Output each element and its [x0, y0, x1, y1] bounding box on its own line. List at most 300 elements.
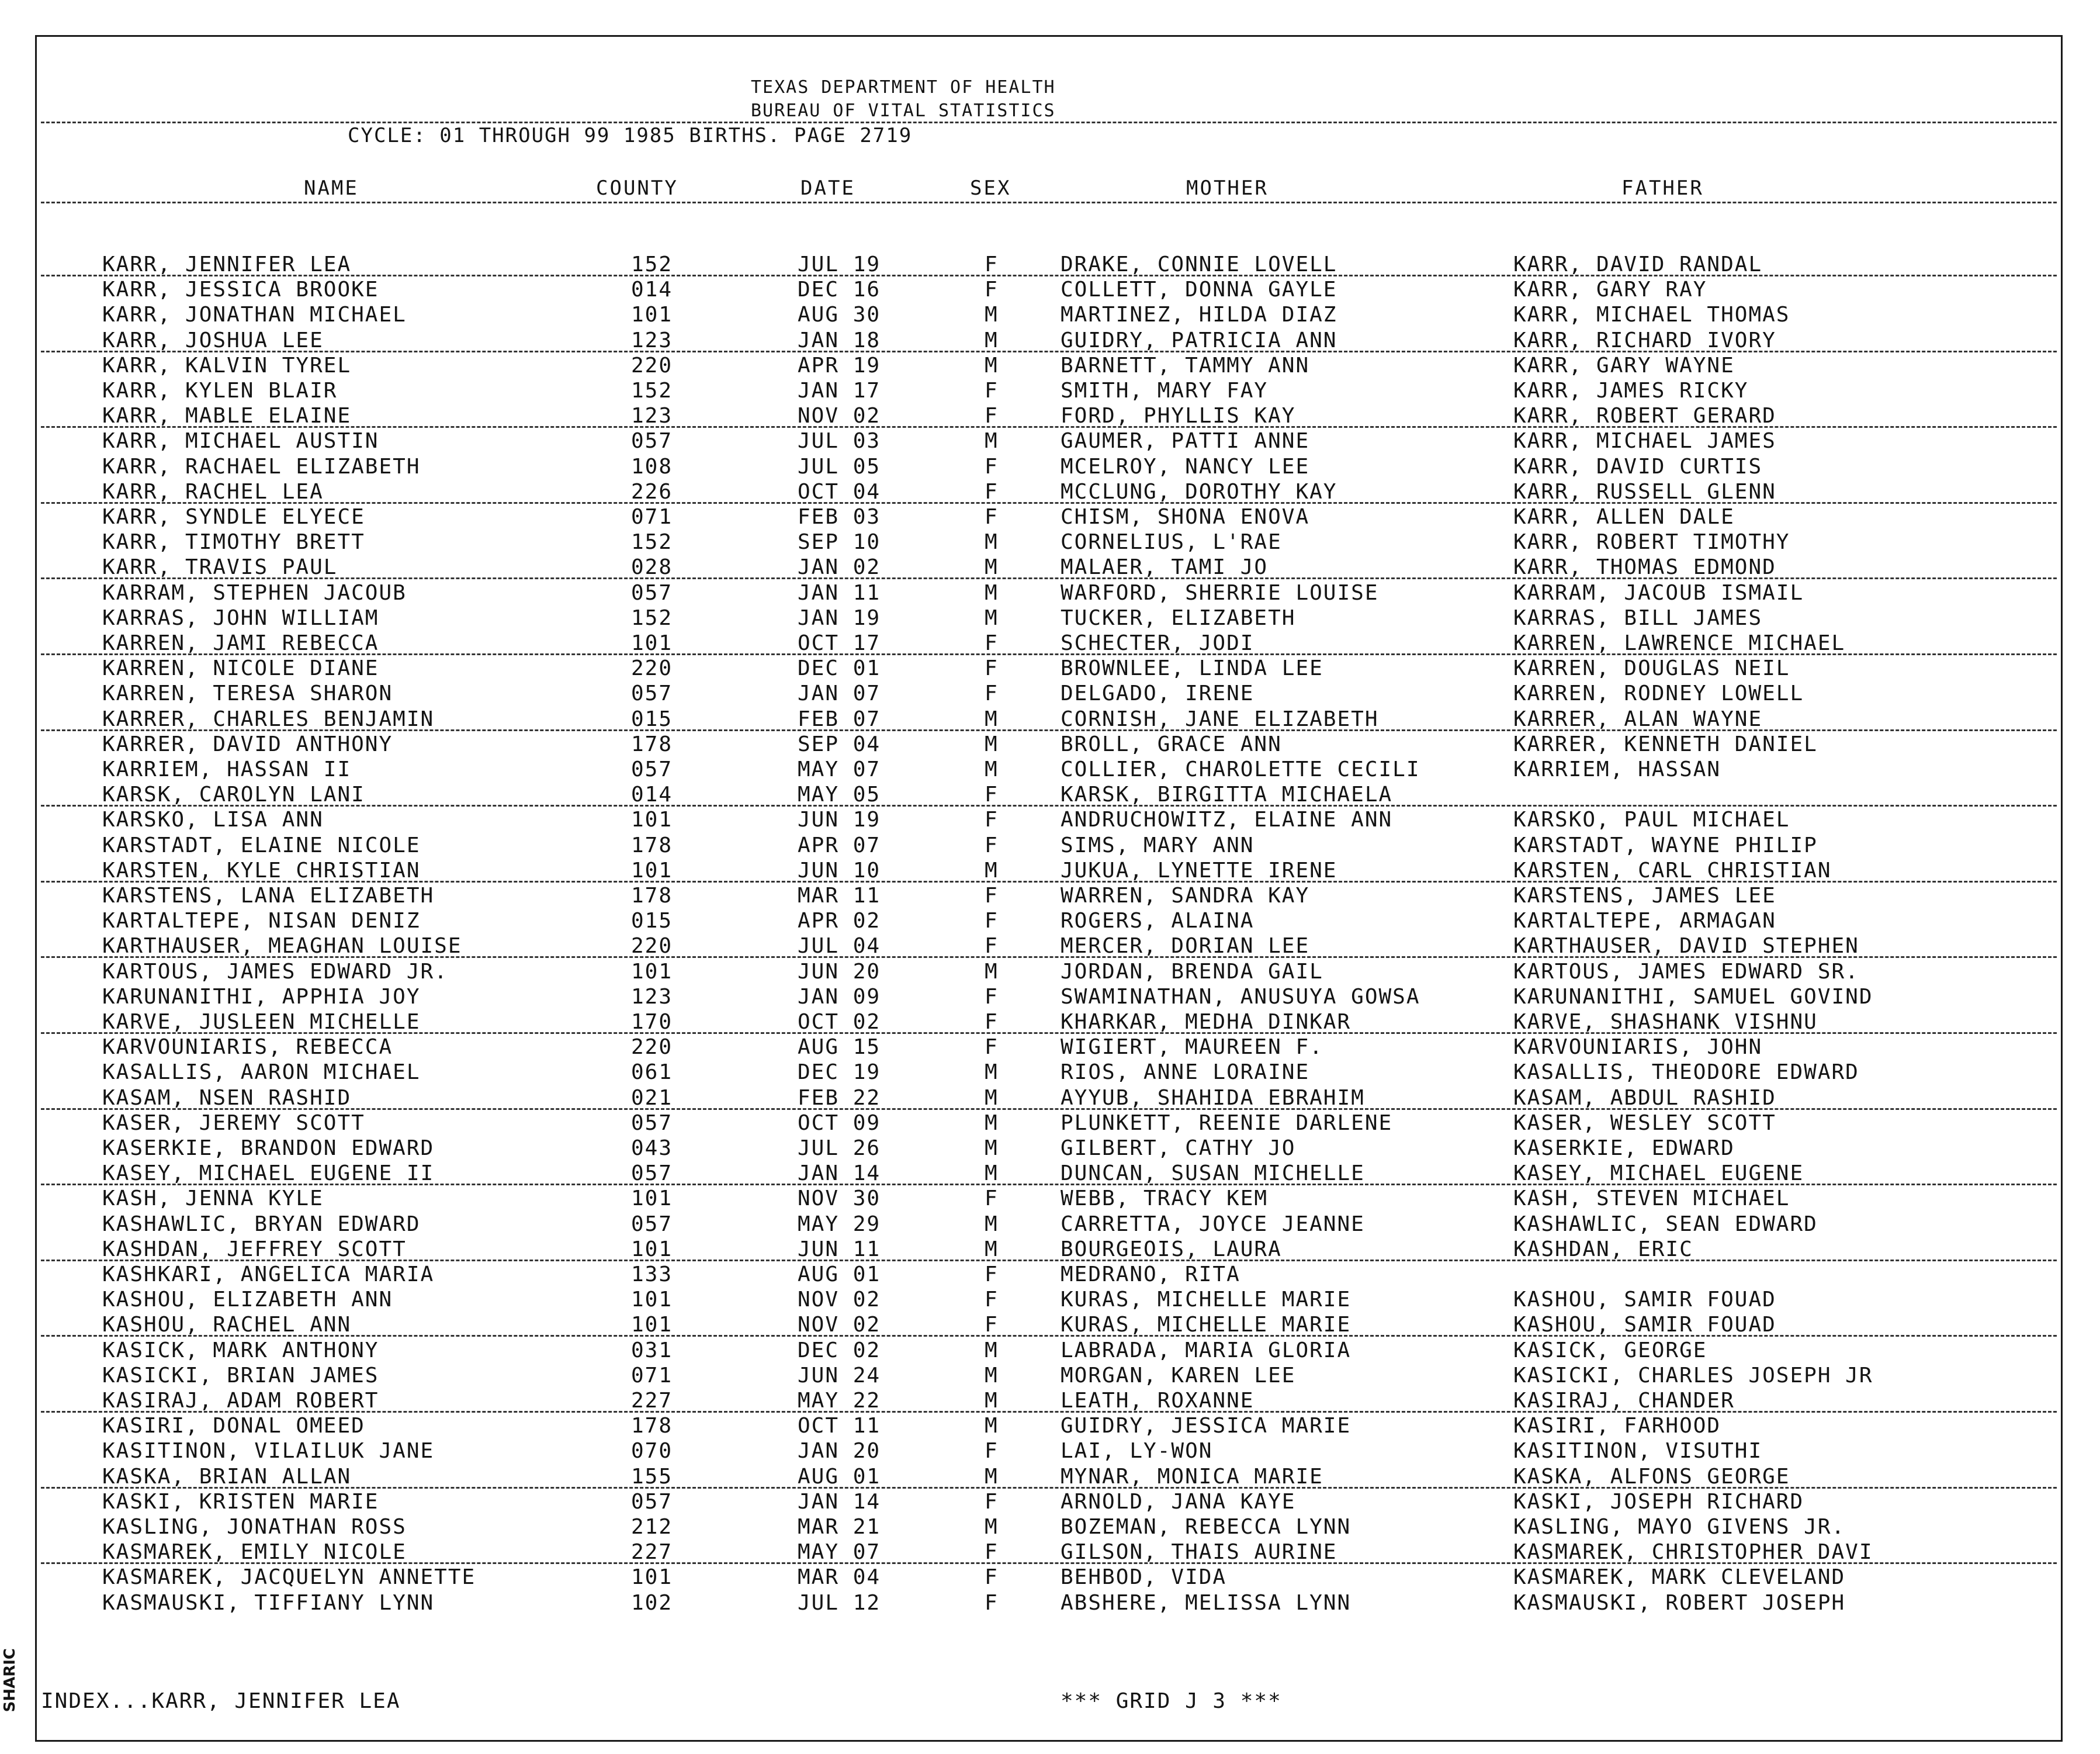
record-date: APR 19 [798, 353, 881, 378]
record-row [0, 581, 2100, 606]
record-date: JAN 09 [798, 984, 881, 1009]
record-mother: MCCLUNG, DOROTHY KAY [1061, 479, 1337, 504]
record-sex: F [985, 833, 999, 857]
record-row [0, 1364, 2100, 1388]
record-row [0, 606, 2100, 631]
record-sex: F [985, 909, 999, 933]
record-mother: KARSK, BIRGITTA MICHAELA [1061, 783, 1393, 807]
record-row [0, 252, 2100, 277]
record-county: 057 [631, 429, 673, 454]
record-row [0, 1010, 2100, 1035]
record-name: KASMAREK, EMILY NICOLE [102, 1540, 407, 1565]
record-name: KASH, JENNA KYLE [102, 1186, 324, 1211]
record-name: KARR, JOSHUA LEE [102, 328, 324, 352]
record-sex: F [985, 1313, 999, 1337]
record-mother: MCELROY, NANCY LEE [1061, 454, 1310, 479]
record-mother: ARNOLD, JANA KAYE [1061, 1489, 1296, 1514]
record-county: 108 [631, 454, 673, 479]
record-county: 057 [631, 1110, 673, 1135]
record-mother: MALAER, TAMI JO [1061, 555, 1269, 580]
record-row [0, 656, 2100, 681]
record-sex: M [985, 757, 999, 781]
record-row [0, 859, 2100, 883]
record-father: KARSTADT, WAYNE PHILIP [1513, 833, 1818, 857]
record-mother: COLLIER, CHAROLETTE CECILI [1061, 757, 1420, 781]
record-date: OCT 17 [798, 631, 881, 655]
record-father: KASHDAN, ERIC [1513, 1237, 1693, 1261]
record-row [0, 757, 2100, 782]
record-father: KARTALTEPE, ARMAGAN [1513, 909, 1776, 933]
record-name: KASERKIE, BRANDON EDWARD [102, 1136, 435, 1160]
record-date: FEB 07 [798, 707, 881, 731]
agency-title: TEXAS DEPARTMENT OF HEALTH [751, 77, 1056, 98]
record-mother: BOZEMAN, REBECCA LYNN [1061, 1515, 1352, 1539]
record-name: KASICK, MARK ANTHONY [102, 1338, 379, 1362]
record-name: KASHOU, RACHEL ANN [102, 1313, 352, 1337]
record-sex: M [985, 732, 999, 756]
record-county: 101 [631, 1186, 673, 1211]
record-sex: F [985, 1262, 999, 1286]
record-father: KASICKI, CHARLES JOSEPH JR [1513, 1363, 1873, 1388]
record-county: 057 [631, 757, 673, 781]
record-county: 226 [631, 479, 673, 504]
record-sex: M [985, 1237, 999, 1261]
record-father: KASER, WESLEY SCOTT [1513, 1110, 1776, 1135]
record-sex: M [985, 328, 999, 352]
record-county: 071 [631, 505, 673, 529]
record-sex: F [985, 505, 999, 529]
record-name: KASER, JEREMY SCOTT [102, 1110, 365, 1135]
group-divider [41, 1184, 2057, 1185]
record-date: DEC 16 [798, 278, 881, 302]
record-mother: CORNISH, JANE ELIZABETH [1061, 707, 1379, 731]
record-county: 061 [631, 1060, 673, 1085]
record-county: 178 [631, 884, 673, 908]
record-county: 071 [631, 1363, 673, 1388]
record-sex: F [985, 454, 999, 479]
record-county: 155 [631, 1464, 673, 1489]
record-name: KARUNANITHI, APPHIA JOY [102, 984, 421, 1009]
record-father: KARREN, DOUGLAS NEIL [1513, 656, 1790, 681]
record-county: 212 [631, 1515, 673, 1539]
record-date: OCT 11 [798, 1414, 881, 1438]
record-father: KARR, DAVID RANDAL [1513, 252, 1763, 276]
record-name: KASALLIS, AARON MICHAEL [102, 1060, 421, 1085]
record-row [0, 1086, 2100, 1110]
record-date: SEP 10 [798, 530, 881, 555]
record-name: KARRAM, STEPHEN JACOUB [102, 580, 407, 605]
record-father: KASIRI, FARHOOD [1513, 1414, 1721, 1438]
record-row [0, 278, 2100, 302]
record-father: KARVOUNIARIS, JOHN [1513, 1035, 1763, 1060]
record-county: 178 [631, 833, 673, 857]
record-mother: SIMS, MARY ANN [1061, 833, 1255, 857]
record-name: KARVE, JUSLEEN MICHELLE [102, 1010, 421, 1034]
record-date: JUL 03 [798, 429, 881, 454]
record-name: KARSK, CAROLYN LANI [102, 783, 365, 807]
record-name: KARR, JENNIFER LEA [102, 252, 352, 276]
record-father: KARRER, ALAN WAYNE [1513, 707, 1763, 731]
group-divider [41, 1487, 2057, 1489]
record-father: KARTOUS, JAMES EDWARD SR. [1513, 959, 1859, 984]
record-county: 220 [631, 353, 673, 378]
record-date: DEC 02 [798, 1338, 881, 1362]
record-mother: RIOS, ANNE LORAINE [1061, 1060, 1310, 1085]
record-date: MAR 21 [798, 1515, 881, 1539]
header-divider [41, 122, 2057, 123]
record-county: 152 [631, 530, 673, 555]
record-father: KASICK, GEORGE [1513, 1338, 1707, 1362]
record-date: AUG 30 [798, 303, 881, 327]
record-sex: M [985, 1136, 999, 1160]
record-row [0, 1515, 2100, 1539]
record-sex: M [985, 1085, 999, 1110]
record-sex: F [985, 1035, 999, 1060]
group-divider [41, 729, 2057, 731]
record-name: KARSTENS, LANA ELIZABETH [102, 884, 435, 908]
bureau-title: BUREAU OF VITAL STATISTICS [751, 101, 1056, 121]
record-row [0, 1414, 2100, 1438]
record-row [0, 707, 2100, 732]
group-divider [41, 351, 2057, 352]
record-name: KARR, KALVIN TYREL [102, 353, 352, 378]
record-father: KARRER, KENNETH DANIEL [1513, 732, 1818, 756]
record-sex: F [985, 1439, 999, 1464]
record-row [0, 1490, 2100, 1514]
group-divider [41, 881, 2057, 883]
record-date: JAN 19 [798, 606, 881, 630]
record-mother: AYYUB, SHAHIDA EBRAHIM [1061, 1085, 1365, 1110]
record-row [0, 379, 2100, 403]
record-father: KASKA, ALFONS GEORGE [1513, 1464, 1790, 1489]
record-date: MAR 04 [798, 1565, 881, 1590]
sharic-stamp: SHARIC [1, 1648, 19, 1713]
record-date: JUL 04 [798, 934, 881, 959]
record-mother: SWAMINATHAN, ANUSUYA GOWSA [1061, 984, 1420, 1009]
record-sex: F [985, 1590, 999, 1615]
record-father: KASAM, ABDUL RASHID [1513, 1085, 1776, 1110]
group-divider [41, 956, 2057, 958]
record-date: DEC 19 [798, 1060, 881, 1085]
record-mother: PLUNKETT, REENIE DARLENE [1061, 1110, 1393, 1135]
record-date: OCT 09 [798, 1110, 881, 1135]
record-father: KARR, JAMES RICKY [1513, 379, 1749, 403]
record-row [0, 681, 2100, 706]
record-county: 220 [631, 934, 673, 959]
record-date: NOV 02 [798, 1288, 881, 1312]
record-row [0, 1338, 2100, 1363]
record-sex: F [985, 1288, 999, 1312]
record-date: JAN 14 [798, 1489, 881, 1514]
record-mother: BROLL, GRACE ANN [1061, 732, 1282, 756]
record-mother: GUIDRY, JESSICA MARIE [1061, 1414, 1352, 1438]
record-county: 220 [631, 656, 673, 681]
record-mother: ABSHERE, MELISSA LYNN [1061, 1590, 1352, 1615]
record-date: NOV 02 [798, 404, 881, 428]
index-line: INDEX...KARR, JENNIFER LEA [41, 1689, 401, 1713]
record-mother: WARREN, SANDRA KAY [1061, 884, 1310, 908]
record-sex: M [985, 1212, 999, 1236]
record-sex: F [985, 404, 999, 428]
record-row [0, 429, 2100, 454]
record-row [0, 1111, 2100, 1136]
record-county: 015 [631, 909, 673, 933]
record-sex: M [985, 1060, 999, 1085]
record-father: KASEY, MICHAEL EUGENE [1513, 1161, 1804, 1186]
record-name: KASEY, MICHAEL EUGENE II [102, 1161, 435, 1186]
record-mother: BROWNLEE, LINDA LEE [1061, 656, 1323, 681]
record-county: 101 [631, 1313, 673, 1337]
record-father: KARSKO, PAUL MICHAEL [1513, 808, 1790, 832]
record-sex: M [985, 303, 999, 327]
record-mother: TUCKER, ELIZABETH [1061, 606, 1296, 630]
record-sex: M [985, 707, 999, 731]
record-sex: F [985, 934, 999, 959]
record-county: 170 [631, 1010, 673, 1034]
record-county: 031 [631, 1338, 673, 1362]
record-county: 178 [631, 732, 673, 756]
record-father: KASMAREK, CHRISTOPHER DAVI [1513, 1540, 1873, 1565]
record-row [0, 884, 2100, 908]
record-row [0, 1136, 2100, 1161]
record-row [0, 328, 2100, 353]
record-father: KASIRAJ, CHANDER [1513, 1389, 1735, 1413]
record-sex: M [985, 1515, 999, 1539]
record-row [0, 1186, 2100, 1211]
record-father: KASMAREK, MARK CLEVELAND [1513, 1565, 1846, 1590]
record-sex: F [985, 278, 999, 302]
record-mother: JORDAN, BRENDA GAIL [1061, 959, 1323, 984]
record-date: OCT 02 [798, 1010, 881, 1034]
record-row [0, 909, 2100, 933]
record-row [0, 1212, 2100, 1237]
record-date: AUG 15 [798, 1035, 881, 1060]
record-mother: LAI, LY-WON [1061, 1439, 1213, 1464]
col-header-date: DATE [801, 177, 855, 200]
record-row [0, 1591, 2100, 1615]
record-county: 014 [631, 278, 673, 302]
record-name: KARR, MABLE ELAINE [102, 404, 352, 428]
record-sex: M [985, 429, 999, 454]
record-father: KARR, ROBERT TIMOTHY [1513, 530, 1790, 555]
record-row [0, 505, 2100, 530]
record-date: JAN 11 [798, 580, 881, 605]
record-county: 101 [631, 808, 673, 832]
record-name: KASHAWLIC, BRYAN EDWARD [102, 1212, 421, 1236]
record-county: 101 [631, 1565, 673, 1590]
record-county: 101 [631, 858, 673, 883]
col-header-mother: MOTHER [1186, 177, 1269, 200]
record-date: MAY 22 [798, 1389, 881, 1413]
column-header-divider [41, 202, 2057, 203]
record-mother: DUNCAN, SUSAN MICHELLE [1061, 1161, 1365, 1186]
group-divider [41, 275, 2057, 276]
record-father: KASH, STEVEN MICHAEL [1513, 1186, 1790, 1211]
record-date: NOV 30 [798, 1186, 881, 1211]
record-name: KASKI, KRISTEN MARIE [102, 1489, 379, 1514]
record-county: 028 [631, 555, 673, 580]
record-county: 057 [631, 681, 673, 706]
record-row [0, 455, 2100, 479]
record-date: MAY 29 [798, 1212, 881, 1236]
record-mother: KURAS, MICHELLE MARIE [1061, 1313, 1352, 1337]
record-father: KASALLIS, THEODORE EDWARD [1513, 1060, 1859, 1085]
record-father: KARR, DAVID CURTIS [1513, 454, 1763, 479]
record-father: KASHOU, SAMIR FOUAD [1513, 1313, 1776, 1337]
record-sex: F [985, 631, 999, 655]
record-sex: F [985, 252, 999, 276]
record-name: KARREN, JAMI REBECCA [102, 631, 379, 655]
record-name: KASKA, BRIAN ALLAN [102, 1464, 352, 1489]
record-sex: M [985, 606, 999, 630]
record-row [0, 1439, 2100, 1464]
record-father: KASLING, MAYO GIVENS JR. [1513, 1515, 1846, 1539]
record-sex: M [985, 959, 999, 984]
record-mother: SMITH, MARY FAY [1061, 379, 1269, 403]
group-divider [41, 1260, 2057, 1261]
record-name: KARVOUNIARIS, REBECCA [102, 1035, 393, 1060]
record-sex: M [985, 858, 999, 883]
record-row [0, 480, 2100, 504]
record-county: 057 [631, 580, 673, 605]
record-date: JUL 26 [798, 1136, 881, 1160]
record-name: KARRAS, JOHN WILLIAM [102, 606, 379, 630]
record-date: JAN 18 [798, 328, 881, 352]
group-divider [41, 1032, 2057, 1034]
record-date: JAN 17 [798, 379, 881, 403]
record-county: 101 [631, 631, 673, 655]
col-header-sex: SEX [970, 177, 1011, 200]
record-sex: M [985, 1363, 999, 1388]
record-father: KARVE, SHASHANK VISHNU [1513, 1010, 1818, 1034]
record-row [0, 1389, 2100, 1413]
record-father: KASKI, JOSEPH RICHARD [1513, 1489, 1804, 1514]
record-date: NOV 02 [798, 1313, 881, 1337]
record-county: 220 [631, 1035, 673, 1060]
record-name: KARR, RACHAEL ELIZABETH [102, 454, 421, 479]
record-county: 227 [631, 1540, 673, 1565]
record-mother: BOURGEOIS, LAURA [1061, 1237, 1282, 1261]
record-row [0, 1035, 2100, 1060]
record-date: MAR 11 [798, 884, 881, 908]
record-mother: MARTINEZ, HILDA DIAZ [1061, 303, 1337, 327]
group-divider [41, 577, 2057, 579]
record-sex: M [985, 1389, 999, 1413]
record-father: KARSTENS, JAMES LEE [1513, 884, 1776, 908]
record-date: JAN 14 [798, 1161, 881, 1186]
record-father: KARSTEN, CARL CHRISTIAN [1513, 858, 1832, 883]
record-date: JUN 19 [798, 808, 881, 832]
record-county: 070 [631, 1439, 673, 1464]
record-name: KASAM, NSEN RASHID [102, 1085, 352, 1110]
record-father: KARR, GARY WAYNE [1513, 353, 1735, 378]
record-sex: F [985, 984, 999, 1009]
group-divider [41, 1108, 2057, 1110]
record-mother: MEDRANO, RITA [1061, 1262, 1240, 1286]
record-county: 102 [631, 1590, 673, 1615]
record-father: KASHAWLIC, SEAN EDWARD [1513, 1212, 1818, 1236]
record-sex: M [985, 580, 999, 605]
record-mother: GILBERT, CATHY JO [1061, 1136, 1296, 1160]
record-date: JUN 11 [798, 1237, 881, 1261]
record-name: KARR, TIMOTHY BRETT [102, 530, 365, 555]
record-sex: F [985, 1010, 999, 1034]
record-date: AUG 01 [798, 1262, 881, 1286]
record-mother: WARFORD, SHERRIE LOUISE [1061, 580, 1379, 605]
record-sex: F [985, 1186, 999, 1211]
record-mother: MORGAN, KAREN LEE [1061, 1363, 1296, 1388]
record-county: 101 [631, 303, 673, 327]
record-date: FEB 03 [798, 505, 881, 529]
record-county: 014 [631, 783, 673, 807]
record-date: AUG 01 [798, 1464, 881, 1489]
record-name: KARR, RACHEL LEA [102, 479, 324, 504]
record-row [0, 1237, 2100, 1262]
record-county: 101 [631, 1288, 673, 1312]
record-father: KARR, RUSSELL GLENN [1513, 479, 1776, 504]
record-row [0, 303, 2100, 327]
record-father: KASERKIE, EDWARD [1513, 1136, 1735, 1160]
record-father: KARRAM, JACOUB ISMAIL [1513, 580, 1804, 605]
record-father: KARRIEM, HASSAN [1513, 757, 1721, 781]
record-mother: MERCER, DORIAN LEE [1061, 934, 1310, 959]
record-father: KASMAUSKI, ROBERT JOSEPH [1513, 1590, 1846, 1615]
record-name: KARTOUS, JAMES EDWARD JR. [102, 959, 448, 984]
record-name: KARSTEN, KYLE CHRISTIAN [102, 858, 421, 883]
record-date: APR 07 [798, 833, 881, 857]
record-row [0, 1540, 2100, 1565]
record-name: KASHKARI, ANGELICA MARIA [102, 1262, 435, 1286]
record-name: KASHDAN, JEFFREY SCOTT [102, 1237, 407, 1261]
record-name: KASLING, JONATHAN ROSS [102, 1515, 407, 1539]
record-county: 057 [631, 1161, 673, 1186]
grid-marker: *** GRID J 3 *** [1061, 1689, 1282, 1713]
record-father: KARRAS, BILL JAMES [1513, 606, 1763, 630]
record-row [0, 833, 2100, 858]
record-date: MAY 07 [798, 757, 881, 781]
record-mother: LABRADA, MARIA GLORIA [1061, 1338, 1352, 1362]
record-sex: M [985, 530, 999, 555]
record-mother: FORD, PHYLLIS KAY [1061, 404, 1296, 428]
record-mother: CORNELIUS, L'RAE [1061, 530, 1282, 555]
record-date: JUL 12 [798, 1590, 881, 1615]
record-date: OCT 04 [798, 479, 881, 504]
col-header-name: NAME [304, 177, 359, 200]
record-date: APR 02 [798, 909, 881, 933]
record-sex: F [985, 1565, 999, 1590]
record-county: 015 [631, 707, 673, 731]
record-date: JAN 20 [798, 1439, 881, 1464]
record-sex: M [985, 1464, 999, 1489]
record-mother: ROGERS, ALAINA [1061, 909, 1255, 933]
record-county: 123 [631, 328, 673, 352]
record-county: 123 [631, 984, 673, 1009]
record-county: 101 [631, 959, 673, 984]
record-father: KARTHAUSER, DAVID STEPHEN [1513, 934, 1859, 959]
record-row [0, 530, 2100, 555]
record-sex: F [985, 656, 999, 681]
record-row [0, 1288, 2100, 1312]
record-sex: F [985, 1540, 999, 1565]
record-father: KARR, MICHAEL JAMES [1513, 429, 1776, 454]
record-date: JUN 10 [798, 858, 881, 883]
record-name: KASIRAJ, ADAM ROBERT [102, 1389, 379, 1413]
record-name: KARR, TRAVIS PAUL [102, 555, 338, 580]
record-date: JUL 19 [798, 252, 881, 276]
record-sex: M [985, 353, 999, 378]
record-row [0, 783, 2100, 807]
record-sex: M [985, 555, 999, 580]
